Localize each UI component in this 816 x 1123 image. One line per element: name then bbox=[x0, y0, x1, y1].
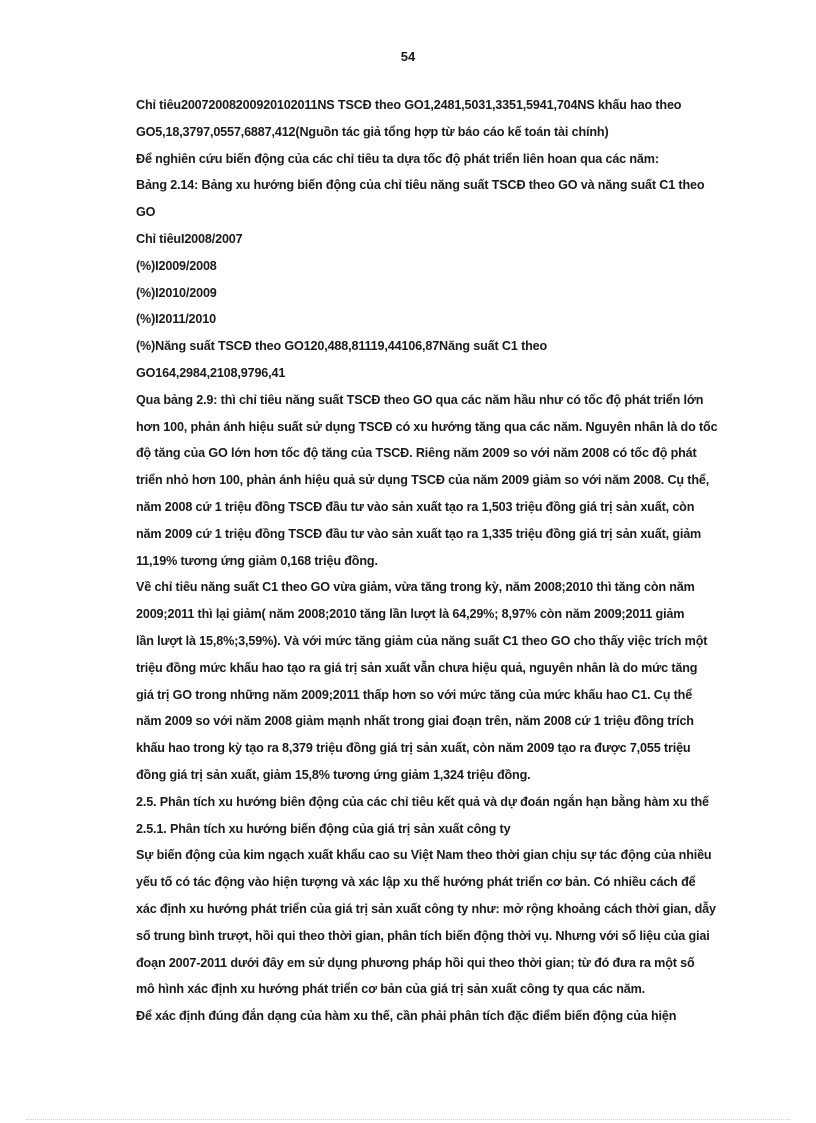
text-line: (%)I2010/2009 bbox=[136, 285, 217, 300]
text-line: 11,19% tương ứng giảm 0,168 triệu đồng. bbox=[136, 553, 378, 568]
text-line: triển nhỏ hơn 100, phản ánh hiệu quả sử dụng TSCĐ của năm 2009 giảm so với năm 2008. Cụ thể, bbox=[136, 473, 710, 488]
text-line: xác định xu hướng phát triển của giá trị sản xuất công ty như: mở rộng khoảng cách thời gian, dẫy bbox=[136, 901, 716, 916]
text-line: Qua bảng 2.9: thì chỉ tiêu năng suất TSCĐ theo GO qua các năm hầu như có tốc độ phát triển lớn bbox=[136, 392, 704, 407]
text-line: Về chỉ tiêu năng suất C1 theo GO vừa giảm, vừa tăng trong kỳ, năm 2008;2010 thì tăng còn năm bbox=[136, 580, 695, 595]
text-line: GO5,18,3797,0557,6887,412(Nguồn tác giả tổng hợp từ báo cáo kế toán tài chính) bbox=[136, 124, 609, 139]
text-line: mô hình xác định xu hướng phát triển cơ bản của giá trị sản xuất công ty qua các năm. bbox=[136, 982, 646, 997]
text-line: đoạn 2007-2011 dưới đây em sử dụng phương pháp hồi qui theo thời gian; từ đó đưa ra một số bbox=[136, 955, 695, 970]
text-line: độ tăng của GO lớn hơn tốc độ tăng của TSCĐ. Riêng năm 2009 so với năm 2008 có tốc độ phát bbox=[136, 446, 697, 461]
text-line: GO164,2984,2108,9796,41 bbox=[136, 365, 286, 380]
text-line: yếu tố có tác động vào hiện tượng và xác lập xu thế hướng phát triển cơ bản. Có nhiều cách để bbox=[136, 875, 696, 890]
text-line: Chỉ tiêuI2008/2007 bbox=[136, 231, 243, 246]
text-line: năm 2009 cứ 1 triệu đồng TSCĐ đầu tư vào sản xuất tạo ra 1,335 triệu đồng giá trị sản xuất, giảm bbox=[136, 526, 702, 541]
page-number: 54 bbox=[400, 49, 416, 64]
table-caption-line: GO bbox=[136, 205, 156, 220]
text-line: giá trị GO trong những năm 2009;2011 thấp hơn so với mức tăng của mức khấu hao C1. Cụ thể bbox=[136, 687, 693, 702]
page-bottom-divider bbox=[26, 1119, 790, 1120]
text-line: (%)I2009/2008 bbox=[136, 258, 217, 273]
text-line: đồng giá trị sản xuất, giảm 15,8% tương ứng giảm 1,324 triệu đồng. bbox=[136, 767, 531, 782]
text-line: khấu hao trong kỳ tạo ra 8,379 triệu đồng giá trị sản xuất, còn năm 2009 tạo ra được 7,055 triệu bbox=[136, 741, 691, 756]
text-line: số trung bình trượt, hồi qui theo thời gian, phân tích biến động thời vụ. Nhưng với số liệu của giai bbox=[136, 928, 710, 943]
text-line: năm 2009 so với năm 2008 giảm mạnh nhất trong giai đoạn trên, năm 2008 cứ 1 triệu đồng trích bbox=[136, 714, 694, 729]
section-heading: 2.5. Phân tích xu hướng biên động của các chỉ tiêu kết quả và dự đoán ngắn hạn bằng hàm xu thế bbox=[136, 794, 709, 809]
text-line: 2009;2011 thì lại giảm( năm 2008;2010 tăng lần lượt là 64,29%; 8,97% còn năm 2009;2011 giảm bbox=[136, 607, 685, 622]
document-body bbox=[136, 92, 746, 1030]
subsection-heading: 2.5.1. Phân tích xu hướng biến động của giá trị sản xuất công ty bbox=[136, 821, 511, 836]
text-line: triệu đồng mức khấu hao tạo ra giá trị sản xuất vẫn chưa hiệu quả, nguyên nhân là do mức tăng bbox=[136, 660, 698, 675]
text-line: Chỉ tiêu20072008200920102011NS TSCĐ theo GO1,2481,5031,3351,5941,704NS khấu hao theo bbox=[136, 98, 682, 112]
text-line: lần lượt là 15,8%;3,59%). Và với mức tăng giảm của năng suất C1 theo GO cho thấy việc trích một bbox=[136, 633, 708, 648]
text-line: (%)Năng suất TSCĐ theo GO120,488,81119,44106,87Năng suất C1 theo bbox=[136, 339, 548, 354]
text-line: năm 2008 cứ 1 triệu đồng TSCĐ đầu tư vào sản xuất tạo ra 1,503 triệu đồng giá trị sản xuất, còn bbox=[136, 499, 695, 514]
table-caption-line: Bảng 2.14: Bảng xu hướng biến động của chỉ tiêu năng suất TSCĐ theo GO và năng suất C1 theo bbox=[136, 178, 705, 193]
text-line: (%)I2011/2010 bbox=[136, 312, 216, 327]
text-line: hơn 100, phản ánh hiệu suất sử dụng TSCĐ có xu hướng tăng qua các năm. Nguyên nhân là do tốc bbox=[136, 419, 718, 434]
text-line: Để nghiên cứu biến động của các chỉ tiêu ta dựa tốc độ phát triển liên hoan qua các năm: bbox=[136, 151, 659, 166]
text-line: Để xác định đúng đắn dạng của hàm xu thế, cần phải phân tích đặc điểm biến động của hiện bbox=[136, 1009, 677, 1024]
text-line: Sự biến động của kim ngạch xuất khẩu cao su Việt Nam theo thời gian chịu sự tác động của nhiều bbox=[136, 848, 712, 863]
